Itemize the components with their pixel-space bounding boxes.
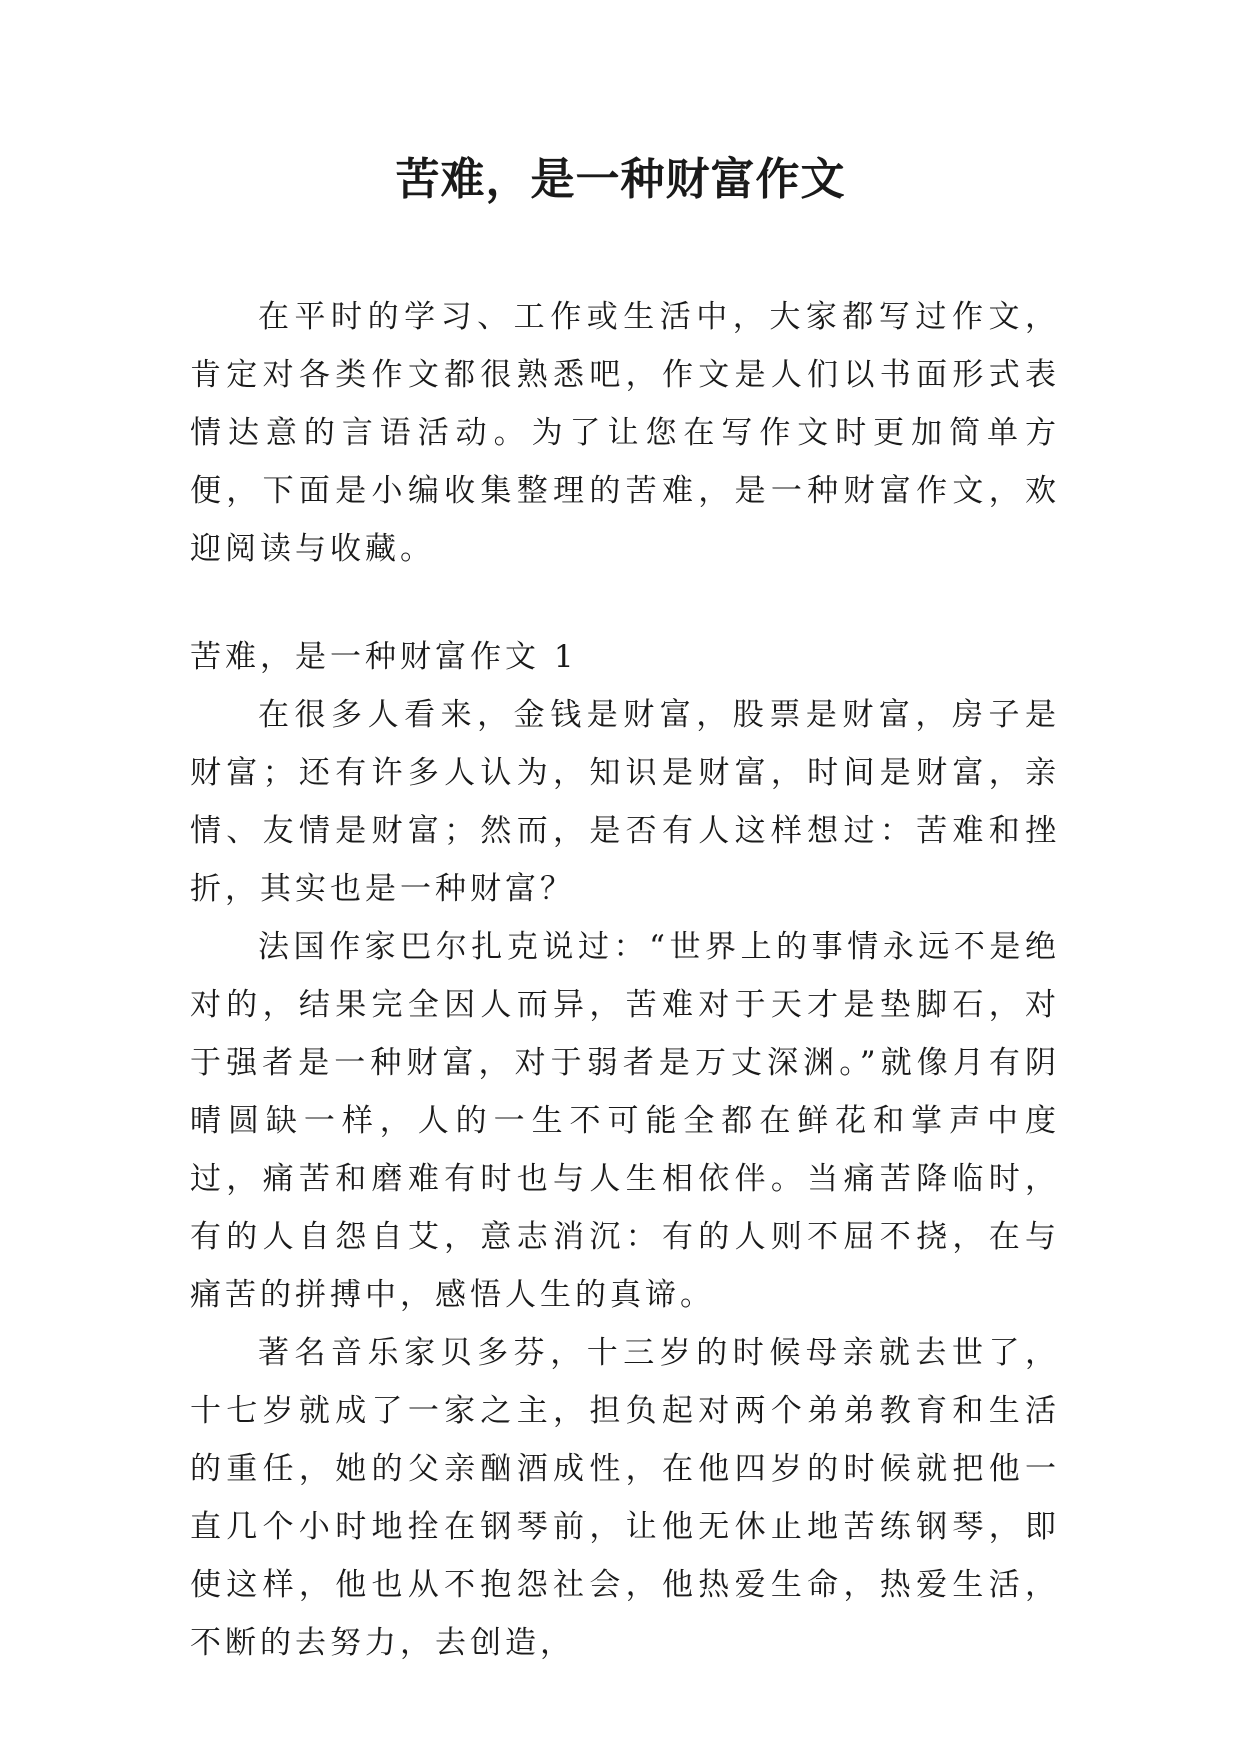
intro-paragraph: 在平时的学习、工作或生活中，大家都写过作文，肯定对各类作文都很熟悉吧，作文是人们以书面形式表情达意的言语活动。为了让您在写作文时更加简单方便，下面是小编收集整理的苦难，是一种财富作文，欢迎阅读与收藏。 [190, 299, 1060, 567]
body-paragraph-3: 著名音乐家贝多芬，十三岁的时候母亲就去世了，十七岁就成了一家之主，担负起对两个弟弟教育和生活的重任，她的父亲酗酒成性，在他四岁的时候就把他一直几个小时地拴在钢琴前，让他无休止地苦练钢琴，即使这样，他也从不抱怨社会，他热爱生命，热爱生活，不断的去努力，去创造， [190, 1335, 1060, 1661]
document-title: 苦难，是一种财富作文 [395, 154, 846, 205]
body-paragraph-2: 法国作家巴尔扎克说过：“世界上的事情永远不是绝对的，结果完全因人而异，苦难对于天才是垫脚石，对于强者是一种财富，对于弱者是万丈深渊。”就像月有阴晴圆缺一样，人的一生不可能全都在鲜花和掌声中度过，痛苦和磨难有时也与人生相依伴。当痛苦降临时，有的人自怨自艾，意志消沉：有的人则不屈不挠，在与痛苦的拼搏中，感悟人生的真谛。 [190, 929, 1060, 1313]
section-heading: 苦难，是一种财富作文 1 [190, 639, 578, 675]
document-body [190, 288, 1060, 1672]
section-gap [190, 578, 1060, 628]
body-paragraph-1: 在很多人看来，金钱是财富，股票是财富，房子是财富；还有许多人认为，知识是财富，时间是财富，亲情、友情是财富；然而，是否有人这样想过：苦难和挫折，其实也是一种财富？ [190, 697, 1060, 907]
